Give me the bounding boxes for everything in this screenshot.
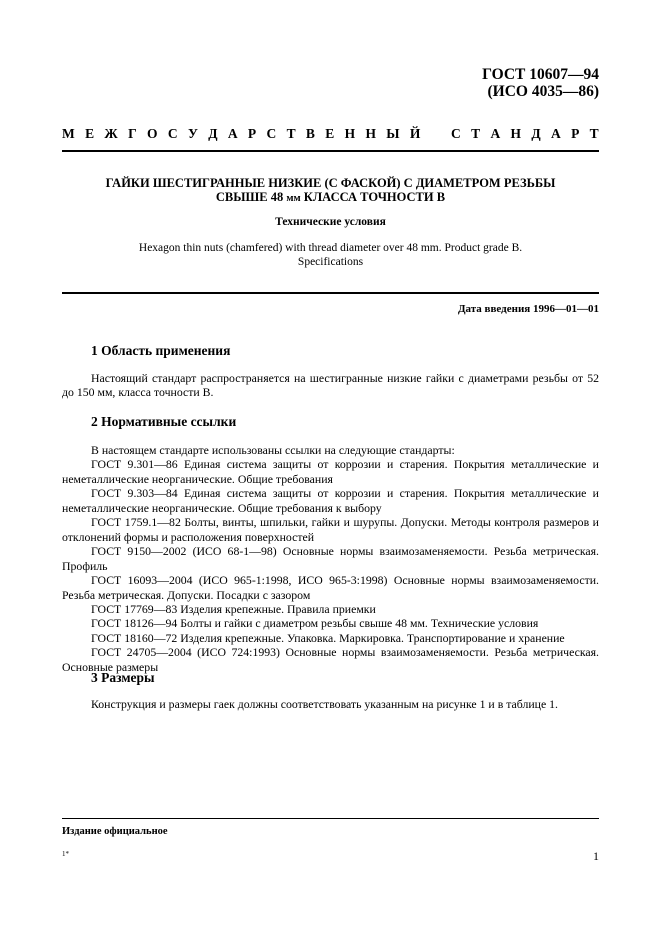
banner-letter: Й xyxy=(409,126,421,141)
banner-letter: В xyxy=(305,126,315,141)
section-3-text xyxy=(62,697,599,711)
section-1-text xyxy=(62,371,599,400)
banner-letter: Ж xyxy=(104,126,118,141)
banner-letter: Е xyxy=(85,126,95,141)
banner-letter: Н xyxy=(365,126,376,141)
banner-letter: Т xyxy=(286,126,296,141)
reference-item: ГОСТ 9.301—86 Единая система защиты от коррозии и старения. Покрытия металлические и неметаллические неорганические. Общие требования xyxy=(62,457,599,486)
banner-letter: Ы xyxy=(386,126,400,141)
banner-letter: Т xyxy=(471,126,481,141)
references-list xyxy=(62,443,599,674)
banner-letter: Н xyxy=(344,126,356,141)
title-line-2-start: СВЫШЕ 48 xyxy=(215,190,287,204)
reference-item: ГОСТ 18160—72 Изделия крепежные. Упаковка. Маркировка. Транспортирование и хранение xyxy=(91,630,565,645)
reference-item: ГОСТ 16093—2004 (ИСО 965-1:1998, ИСО 965-3:1998) Основные нормы взаимозаменяемости. Резьба метрическая. Допуски. Посадки с зазором xyxy=(62,573,599,602)
banner-letter: У xyxy=(187,126,198,141)
banner-letter: М xyxy=(62,126,75,141)
banner-letter: С xyxy=(266,126,277,141)
official-edition-label: Издание официальное xyxy=(62,826,168,837)
english-title-line-2: Specifications xyxy=(297,256,364,268)
reference-item: ГОСТ 9150—2002 (ИСО 68-1—98) Основные нормы взаимозаменяемости. Резьба метрическая. Профиль xyxy=(62,544,599,573)
banner-letter: Т xyxy=(589,126,599,141)
gost-number: ГОСТ 10607—94 xyxy=(482,66,599,83)
section-3-paragraph: Конструкция и размеры гаек должны соответствовать указанным на рисунке 1 и в таблице 1. xyxy=(91,697,559,711)
footer-divider xyxy=(62,818,599,819)
banner-letter: А xyxy=(227,126,238,141)
standard-number xyxy=(482,66,599,100)
title-line-2-end: КЛАССА ТОЧНОСТИ В xyxy=(300,190,446,204)
reference-item: ГОСТ 18126—94 Болты и гайки с диаметром резьбы свыше 48 мм. Технические условия xyxy=(91,616,539,631)
section-1-paragraph: Настоящий стандарт распространяется на шестигранные низкие гайки с диаметрами резьбы от 52 до 150 мм, класса точности В. xyxy=(62,371,599,400)
banner-letter: Р xyxy=(571,126,580,141)
banner-letter: Р xyxy=(247,126,257,141)
banner-letter: Е xyxy=(325,126,335,141)
banner-letter: Д xyxy=(208,126,218,141)
section-1-heading: 1 Область применения xyxy=(91,343,231,358)
title-divider xyxy=(62,292,599,294)
banner-letter: Д xyxy=(531,126,541,141)
reference-item: ГОСТ 24705—2004 (ИСО 724:1993) Основные нормы взаимозаменяемости. Резьба метрическая. Основные размеры xyxy=(62,645,599,674)
references-intro: В настоящем стандарте использованы ссылки на следующие стандарты: xyxy=(91,443,455,457)
introduction-date: Дата введения 1996—01—01 xyxy=(457,303,599,315)
banner-letter: О xyxy=(147,126,158,141)
reference-item: ГОСТ 1759.1—82 Болты, винты, шпильки, гайки и шурупы. Допуски. Методы контроля размеров и отклонений формы и расположения поверхностей xyxy=(62,515,599,544)
section-3-heading: 3 Размеры xyxy=(91,670,155,685)
english-title xyxy=(62,241,599,269)
page-number: 1 xyxy=(593,849,599,863)
banner-letter: С xyxy=(451,126,461,141)
banner-letter: Г xyxy=(128,126,137,141)
section-2-heading: 2 Нормативные ссылки xyxy=(91,414,237,429)
interstate-standard-banner xyxy=(62,126,599,142)
header-divider xyxy=(62,150,599,152)
document-title xyxy=(62,176,599,206)
reference-item: ГОСТ 17769—83 Изделия крепежные. Правила приемки xyxy=(91,601,376,616)
title-line-2-unit: мм xyxy=(286,193,301,204)
english-title-line-1: Hexagon thin nuts (chamfered) with thread diameter over 48 mm. Product grade B. xyxy=(138,242,523,254)
banner-letter: А xyxy=(490,126,501,141)
footnote-mark: 1* xyxy=(62,850,69,858)
banner-letter: А xyxy=(551,126,561,141)
iso-number: (ИСО 4035—86) xyxy=(487,83,599,100)
title-line-2 xyxy=(62,190,599,206)
banner-letter: С xyxy=(167,126,178,141)
banner-word-gap xyxy=(431,126,441,142)
title-line-1: ГАЙКИ ШЕСТИГРАННЫЕ НИЗКИЕ (С ФАСКОЙ) С ДИАМЕТРОМ РЕЗЬБЫ xyxy=(105,176,556,190)
banner-letter: Н xyxy=(510,126,522,141)
reference-item: ГОСТ 9.303—84 Единая система защиты от коррозии и старения. Покрытия металлические и неметаллические неорганические. Общие требования к выбору xyxy=(62,486,599,515)
document-subtitle: Технические условия xyxy=(275,216,386,228)
